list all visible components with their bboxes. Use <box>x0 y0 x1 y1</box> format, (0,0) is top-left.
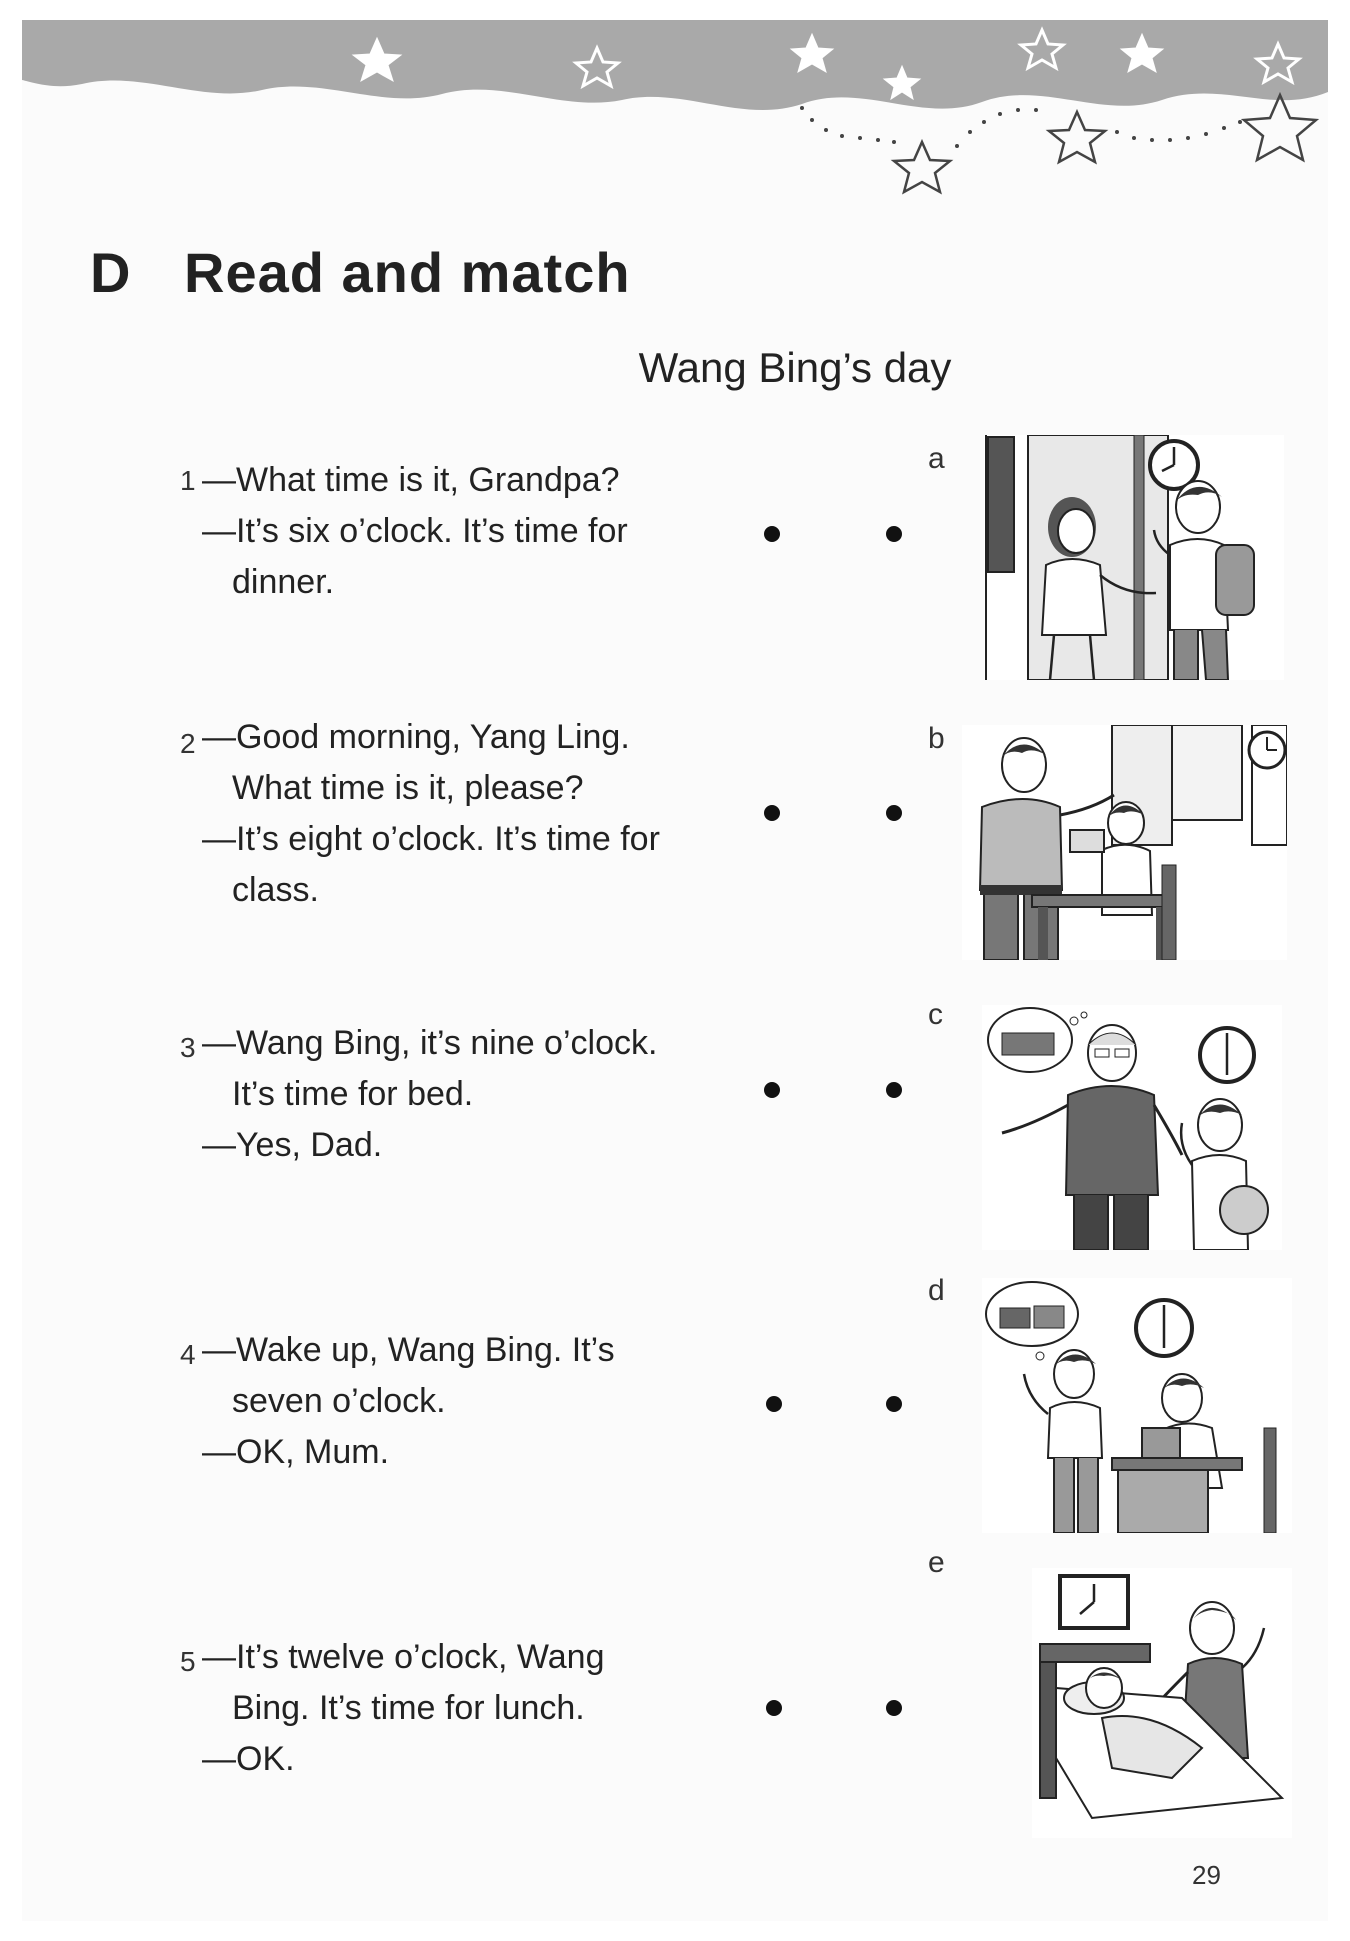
item-number: 5 <box>180 1646 196 1677</box>
dialogue-line: What time is it, please? <box>232 769 584 807</box>
match-dot-right-5[interactable] <box>886 1700 902 1716</box>
item-number: 3 <box>180 1032 196 1063</box>
match-dot-left-2[interactable] <box>764 805 780 821</box>
lunchtime-illustration <box>982 1278 1292 1533</box>
dialogue-line: class. <box>232 871 319 909</box>
match-dot-right-4[interactable] <box>886 1396 902 1412</box>
match-dot-left-1[interactable] <box>764 526 780 542</box>
dialogue-line: —What time is it, Grandpa? <box>202 461 620 499</box>
mum-wake-up-illustration <box>1032 1568 1292 1838</box>
dialogue-line: —Wake up, Wang Bing. It’s <box>202 1331 615 1369</box>
dialogue-line: Bing. It’s time for lunch. <box>232 1689 585 1727</box>
item-number: 2 <box>180 728 196 759</box>
section-title: Read and match <box>184 241 631 304</box>
picture-letter-d: d <box>928 1274 945 1307</box>
school-door-greeting-illustration <box>984 435 1284 680</box>
dialogue-line: —It’s six o’clock. It’s time for <box>202 512 628 550</box>
worksheet-page <box>22 20 1328 1921</box>
section-letter: D <box>90 241 131 304</box>
dialogue-line: It’s time for bed. <box>232 1075 474 1113</box>
dialogue-line: —It’s twelve o’clock, Wang <box>202 1638 605 1676</box>
picture-letter-e: e <box>928 1546 945 1579</box>
picture-letter-b: b <box>928 722 945 755</box>
match-dot-right-2[interactable] <box>886 805 902 821</box>
item-number: 4 <box>180 1339 196 1370</box>
dialogue-line: —Good morning, Yang Ling. <box>202 718 630 756</box>
page-number: 29 <box>1192 1860 1221 1890</box>
item-number: 1 <box>180 465 196 496</box>
dialogue-line: —OK, Mum. <box>202 1433 390 1471</box>
match-dot-right-1[interactable] <box>886 526 902 542</box>
story-title: Wang Bing’s day <box>638 344 952 391</box>
match-dot-left-5[interactable] <box>766 1700 782 1716</box>
picture-letter-a: a <box>928 442 945 475</box>
match-dot-left-4[interactable] <box>766 1396 782 1412</box>
dialogue-line: —Wang Bing, it’s nine o’clock. <box>202 1024 658 1062</box>
dialogue-line: dinner. <box>232 563 335 601</box>
match-dot-left-3[interactable] <box>764 1082 780 1098</box>
grandpa-dinner-illustration <box>982 1005 1282 1250</box>
match-dot-right-3[interactable] <box>886 1082 902 1098</box>
dialogue-line: —Yes, Dad. <box>202 1126 383 1164</box>
dialogue-line: seven o’clock. <box>232 1382 446 1420</box>
star-banner <box>22 20 1328 220</box>
dialogue-line: —It’s eight o’clock. It’s time for <box>202 820 660 858</box>
dialogue-line: —OK. <box>202 1740 295 1778</box>
dad-bedtime-illustration <box>962 725 1287 960</box>
picture-letter-c: c <box>928 998 943 1031</box>
